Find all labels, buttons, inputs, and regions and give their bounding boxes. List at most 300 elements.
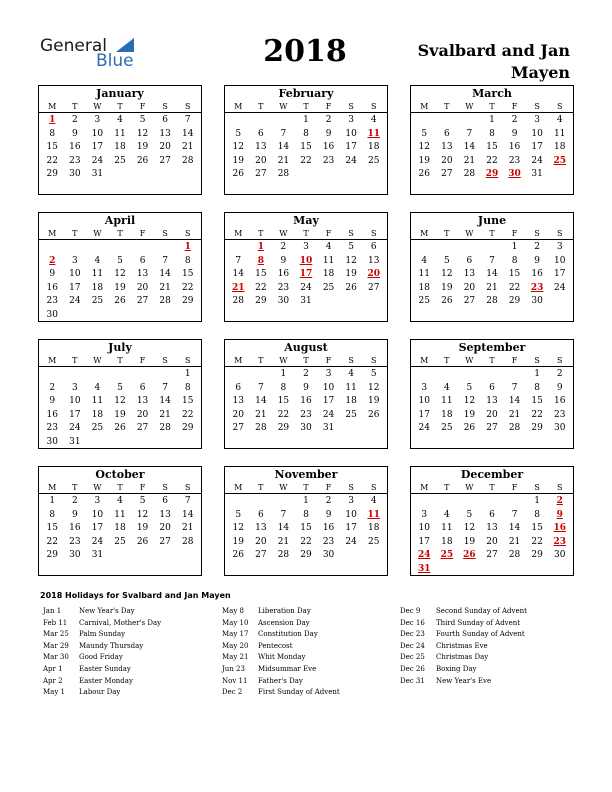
- holiday-day-cell: 2: [556, 496, 563, 506]
- empty-cell: [154, 368, 177, 382]
- weekday-label: F: [511, 356, 518, 365]
- day-cell: 21: [255, 409, 267, 420]
- weekday-label: S: [348, 229, 354, 238]
- day-cell: 28: [181, 536, 194, 547]
- holiday-name: First Sunday of Advent: [258, 688, 340, 697]
- day-cell: 13: [136, 396, 149, 406]
- empty-cell: [458, 241, 481, 255]
- empty-cell: [86, 241, 109, 255]
- holiday-day-cell: 11: [367, 128, 380, 139]
- day-cell: 1: [303, 115, 309, 125]
- day-cell: 1: [511, 242, 518, 252]
- day-cell: 28: [255, 423, 267, 433]
- empty-cell: [131, 368, 154, 382]
- day-cell: 25: [322, 282, 335, 293]
- day-cell: 15: [181, 269, 194, 279]
- holiday-name: Maundy Thursday: [79, 641, 144, 650]
- day-cell: 16: [322, 523, 335, 533]
- day-cell: 3: [421, 509, 428, 520]
- day-cell: 26: [114, 423, 126, 433]
- holidays-column: [400, 606, 527, 687]
- day-cell: 9: [303, 382, 309, 393]
- day-cell: 4: [348, 369, 354, 379]
- day-cell: 25: [367, 536, 380, 547]
- holiday-date: Dec 16: [400, 618, 425, 627]
- holiday-name: New Year's Day: [79, 607, 135, 615]
- empty-cell: [458, 114, 481, 128]
- day-cell: 14: [277, 142, 290, 152]
- month-november: [224, 466, 388, 576]
- weekday-label: T: [117, 356, 123, 365]
- empty-cell: [154, 241, 177, 255]
- day-cell: 11: [322, 255, 335, 266]
- day-cell: 7: [235, 255, 242, 266]
- holiday-date: Nov 11: [222, 676, 248, 685]
- day-cell: 27: [367, 282, 380, 293]
- empty-cell: [481, 495, 504, 509]
- holiday-day-cell: 30: [508, 169, 521, 179]
- empty-cell: [413, 495, 436, 509]
- day-cell: 7: [280, 509, 287, 520]
- day-cell: 18: [322, 269, 335, 279]
- day-cell: 7: [489, 255, 495, 266]
- empty-cell: [250, 114, 273, 128]
- holiday-day-cell: 21: [232, 282, 245, 293]
- day-cell: 27: [232, 423, 244, 433]
- weekday-label: W: [93, 102, 102, 111]
- month-july: [38, 339, 202, 449]
- weekday-label: M: [420, 356, 429, 365]
- holiday-name: Midsummar Eve: [258, 664, 317, 673]
- day-cell: 6: [257, 128, 264, 139]
- holiday-date: Jan 1: [43, 607, 62, 615]
- holiday-name: Liberation Day: [258, 607, 311, 615]
- month-october: [38, 466, 202, 576]
- day-cell: 10: [553, 255, 566, 266]
- day-cell: 11: [114, 128, 126, 139]
- day-cell: 26: [114, 296, 126, 306]
- weekday-label: S: [348, 483, 354, 492]
- day-cell: 30: [531, 296, 543, 306]
- day-cell: 4: [443, 382, 450, 393]
- day-cell: 24: [553, 282, 566, 293]
- day-cell: 13: [441, 142, 453, 152]
- day-cell: 20: [136, 282, 149, 293]
- day-cell: 13: [463, 269, 476, 279]
- day-cell: 3: [348, 496, 354, 506]
- day-cell: 31: [322, 423, 335, 433]
- empty-cell: [109, 241, 132, 255]
- holiday-day-cell: 25: [553, 155, 566, 166]
- day-cell: 23: [300, 409, 312, 420]
- day-cell: 17: [418, 536, 430, 547]
- holiday-day-cell: 10: [299, 255, 313, 266]
- day-cell: 19: [367, 396, 380, 406]
- day-cell: 11: [418, 269, 430, 279]
- weekday-label: M: [48, 356, 57, 365]
- empty-cell: [413, 114, 436, 128]
- day-cell: 19: [136, 142, 149, 152]
- day-cell: 19: [114, 409, 126, 420]
- day-cell: 19: [232, 536, 244, 547]
- month-name: June: [477, 214, 507, 227]
- weekday-header: [39, 355, 201, 367]
- day-cell: 2: [325, 115, 332, 125]
- day-cell: 19: [232, 155, 244, 166]
- day-cell: 14: [508, 396, 521, 406]
- day-cell: 4: [556, 115, 563, 125]
- day-cell: 20: [486, 409, 498, 420]
- day-cell: 2: [71, 496, 78, 506]
- day-cell: 28: [508, 550, 521, 560]
- day-cell: 17: [69, 409, 81, 420]
- holidays-column: [222, 606, 340, 699]
- day-cell: 28: [486, 296, 498, 306]
- weekday-label: W: [465, 483, 474, 492]
- day-cell: 5: [466, 509, 473, 520]
- holiday-name: Pentecost: [258, 641, 293, 650]
- day-cell: 7: [257, 382, 264, 393]
- day-cell: 4: [443, 509, 450, 520]
- day-cell: 6: [489, 382, 495, 393]
- day-grid: [225, 367, 387, 436]
- holiday-name: Labour Day: [79, 688, 121, 697]
- empty-cell: [227, 495, 250, 509]
- holiday-date: Dec 25: [400, 653, 425, 662]
- day-cell: 18: [367, 523, 380, 533]
- day-cell: 8: [184, 382, 191, 393]
- holiday-day-cell: 25: [440, 550, 454, 560]
- month-september: [410, 339, 574, 449]
- day-cell: 26: [136, 536, 149, 547]
- weekday-label: W: [279, 483, 288, 492]
- day-cell: 24: [91, 155, 104, 166]
- holiday-day-cell: 23: [553, 536, 566, 547]
- weekday-label: S: [370, 483, 377, 492]
- weekday-label: W: [279, 229, 288, 238]
- day-cell: 29: [531, 423, 543, 433]
- day-cell: 18: [367, 142, 380, 152]
- weekday-label: F: [139, 483, 146, 492]
- day-cell: 1: [280, 369, 287, 379]
- day-cell: 22: [46, 536, 58, 547]
- day-cell: 1: [184, 369, 191, 379]
- day-cell: 5: [443, 255, 450, 266]
- day-cell: 25: [418, 296, 430, 306]
- day-cell: 15: [531, 396, 543, 406]
- day-cell: 4: [94, 382, 101, 393]
- weekday-label: T: [117, 229, 123, 238]
- holiday-row: [400, 641, 527, 653]
- day-cell: 27: [255, 550, 267, 560]
- day-cell: 23: [553, 409, 566, 420]
- month-name: August: [284, 341, 328, 354]
- day-cell: 7: [511, 509, 518, 520]
- day-cell: 17: [345, 523, 357, 533]
- day-cell: 4: [421, 255, 428, 266]
- weekday-label: W: [279, 102, 288, 111]
- day-cell: 9: [534, 255, 540, 266]
- day-cell: 14: [232, 269, 244, 279]
- month-june: [410, 212, 574, 322]
- month-name: April: [104, 214, 136, 227]
- day-cell: 21: [277, 155, 290, 166]
- day-cell: 8: [511, 255, 518, 266]
- day-cell: 15: [300, 142, 312, 152]
- weekday-label: T: [444, 356, 450, 365]
- month-name: February: [278, 87, 334, 100]
- weekday-label: F: [139, 356, 146, 365]
- day-cell: 22: [531, 536, 543, 547]
- weekday-header: [225, 228, 387, 240]
- empty-cell: [227, 368, 250, 382]
- day-cell: 9: [71, 509, 78, 520]
- day-cell: 5: [117, 382, 123, 393]
- day-cell: 17: [345, 142, 357, 152]
- day-cell: 26: [345, 282, 357, 293]
- day-cell: 14: [181, 509, 194, 520]
- day-grid: [225, 113, 387, 182]
- day-cell: 13: [255, 142, 267, 152]
- day-cell: 20: [159, 523, 171, 533]
- weekday-label: S: [162, 483, 168, 492]
- day-cell: 25: [367, 155, 380, 166]
- day-cell: 6: [139, 382, 146, 393]
- day-cell: 29: [300, 550, 312, 560]
- day-cell: 17: [91, 142, 104, 152]
- day-cell: 15: [486, 142, 498, 152]
- day-cell: 15: [255, 269, 267, 279]
- day-cell: 2: [556, 369, 563, 379]
- holiday-name: Carnival, Mother's Day: [79, 618, 162, 627]
- weekday-label: S: [184, 102, 191, 111]
- day-cell: 28: [463, 169, 476, 179]
- weekday-label: T: [489, 356, 495, 365]
- day-cell: 5: [421, 128, 428, 139]
- day-cell: 14: [159, 269, 171, 279]
- day-cell: 30: [553, 423, 566, 433]
- weekday-label: S: [556, 229, 563, 238]
- day-cell: 24: [300, 282, 312, 293]
- day-cell: 14: [181, 128, 194, 139]
- month-april: [38, 212, 202, 322]
- day-cell: 12: [418, 142, 430, 152]
- day-cell: 4: [325, 242, 332, 252]
- empty-cell: [436, 368, 459, 382]
- day-cell: 16: [277, 269, 290, 279]
- empty-cell: [272, 495, 295, 509]
- day-cell: 18: [345, 396, 357, 406]
- empty-cell: [227, 241, 250, 255]
- day-cell: 17: [91, 523, 104, 533]
- day-cell: 27: [136, 423, 149, 433]
- holiday-date: May 21: [222, 653, 249, 662]
- weekday-header: [411, 355, 573, 367]
- weekday-label: W: [93, 356, 102, 365]
- day-cell: 18: [441, 409, 453, 420]
- day-cell: 23: [322, 155, 335, 166]
- day-cell: 13: [232, 396, 244, 406]
- weekday-label: T: [72, 356, 78, 365]
- month-name: January: [96, 87, 144, 100]
- day-cell: 25: [114, 155, 126, 166]
- day-cell: 24: [531, 155, 543, 166]
- day-cell: 24: [69, 296, 81, 306]
- day-cell: 7: [162, 255, 168, 266]
- day-cell: 5: [235, 128, 242, 139]
- day-cell: 30: [300, 423, 312, 433]
- day-cell: 23: [322, 536, 335, 547]
- holiday-row: [222, 641, 340, 653]
- day-cell: 22: [277, 409, 290, 420]
- holiday-day-cell: 1: [49, 115, 56, 125]
- day-cell: 11: [441, 523, 453, 533]
- day-cell: 28: [159, 423, 171, 433]
- day-cell: 6: [139, 255, 146, 266]
- holiday-date: Apr 2: [43, 676, 63, 685]
- day-cell: 17: [322, 396, 335, 406]
- day-cell: 13: [136, 269, 149, 279]
- weekday-label: T: [258, 356, 264, 365]
- day-cell: 15: [277, 396, 290, 406]
- day-cell: 10: [322, 382, 335, 393]
- day-cell: 12: [232, 523, 244, 533]
- holiday-date: May 17: [222, 630, 249, 639]
- day-cell: 26: [463, 423, 476, 433]
- weekday-label: F: [511, 483, 518, 492]
- weekday-header: [39, 228, 201, 240]
- day-cell: 13: [255, 523, 267, 533]
- holiday-date: Dec 31: [400, 676, 425, 685]
- day-cell: 20: [159, 142, 171, 152]
- logo-text-general: General: [40, 36, 107, 56]
- empty-cell: [481, 241, 504, 255]
- day-cell: 29: [255, 296, 267, 306]
- day-grid: [225, 494, 387, 563]
- holiday-day-cell: 8: [257, 255, 264, 266]
- day-cell: 5: [235, 509, 242, 520]
- holiday-day-cell: 29: [485, 169, 499, 179]
- month-may: [224, 212, 388, 322]
- weekday-label: W: [93, 229, 102, 238]
- day-cell: 11: [114, 509, 126, 520]
- weekday-header: [411, 228, 573, 240]
- day-cell: 27: [463, 296, 476, 306]
- weekday-label: T: [489, 483, 495, 492]
- weekday-label: F: [325, 483, 332, 492]
- weekday-label: S: [370, 229, 377, 238]
- day-cell: 21: [277, 536, 290, 547]
- day-cell: 7: [184, 115, 191, 125]
- day-cell: 6: [466, 255, 473, 266]
- day-cell: 16: [46, 409, 58, 420]
- day-cell: 22: [300, 536, 312, 547]
- day-cell: 12: [441, 269, 453, 279]
- country-title: Svalbard and Jan Mayen: [417, 41, 570, 82]
- day-cell: 15: [46, 523, 58, 533]
- weekday-label: T: [489, 102, 495, 111]
- day-cell: 6: [162, 496, 168, 506]
- holiday-date: May 8: [222, 607, 244, 615]
- holiday-name: Christmas Eve: [436, 641, 488, 650]
- weekday-label: T: [303, 229, 309, 238]
- day-cell: 3: [534, 115, 540, 125]
- empty-cell: [413, 368, 436, 382]
- day-cell: 10: [418, 396, 430, 406]
- day-cell: 22: [508, 282, 521, 293]
- day-cell: 10: [531, 128, 543, 139]
- day-cell: 3: [71, 255, 78, 266]
- holiday-day-cell: 17: [299, 269, 313, 279]
- day-cell: 23: [69, 155, 81, 166]
- holiday-date: Dec 23: [400, 630, 425, 639]
- holiday-row: [43, 664, 161, 676]
- day-cell: 27: [486, 550, 498, 560]
- day-cell: 6: [489, 509, 495, 520]
- day-cell: 8: [49, 509, 56, 520]
- day-cell: 10: [91, 128, 104, 139]
- day-cell: 3: [71, 382, 78, 393]
- day-cell: 14: [508, 523, 521, 533]
- day-cell: 15: [300, 523, 312, 533]
- weekday-label: T: [117, 483, 123, 492]
- empty-cell: [131, 241, 154, 255]
- day-cell: 31: [531, 169, 543, 179]
- day-cell: 6: [162, 115, 168, 125]
- day-cell: 6: [235, 382, 242, 393]
- day-cell: 3: [94, 115, 101, 125]
- day-cell: 25: [91, 296, 104, 306]
- holiday-name: Easter Sunday: [79, 664, 131, 673]
- month-name: December: [460, 468, 524, 481]
- holiday-row: [400, 676, 527, 688]
- day-cell: 28: [277, 169, 290, 179]
- day-cell: 6: [370, 242, 377, 252]
- holiday-day-cell: 11: [367, 509, 380, 520]
- weekday-label: M: [234, 102, 243, 111]
- day-cell: 9: [49, 269, 56, 279]
- day-cell: 29: [277, 423, 290, 433]
- day-cell: 8: [303, 128, 309, 139]
- day-cell: 12: [232, 142, 244, 152]
- weekday-label: T: [303, 102, 309, 111]
- weekday-label: T: [258, 483, 264, 492]
- holiday-row: [43, 652, 161, 664]
- weekday-label: S: [534, 356, 540, 365]
- day-cell: 17: [69, 282, 81, 293]
- day-cell: 22: [486, 155, 498, 166]
- empty-cell: [250, 495, 273, 509]
- day-cell: 5: [370, 369, 377, 379]
- weekday-header: [39, 101, 201, 113]
- holiday-date: May 20: [222, 641, 249, 650]
- day-cell: 2: [511, 115, 518, 125]
- holiday-row: [43, 687, 161, 699]
- weekday-label: F: [325, 102, 332, 111]
- holiday-date: Dec 2: [222, 688, 243, 697]
- empty-cell: [458, 495, 481, 509]
- weekday-label: W: [465, 102, 474, 111]
- day-cell: 26: [232, 169, 244, 179]
- weekday-label: S: [534, 483, 540, 492]
- holiday-day-cell: 16: [553, 523, 566, 533]
- holidays-column: [43, 606, 161, 699]
- holiday-row: [400, 606, 527, 618]
- day-cell: 27: [486, 423, 498, 433]
- weekday-label: S: [534, 229, 540, 238]
- weekday-header: [225, 482, 387, 494]
- day-cell: 28: [159, 296, 171, 306]
